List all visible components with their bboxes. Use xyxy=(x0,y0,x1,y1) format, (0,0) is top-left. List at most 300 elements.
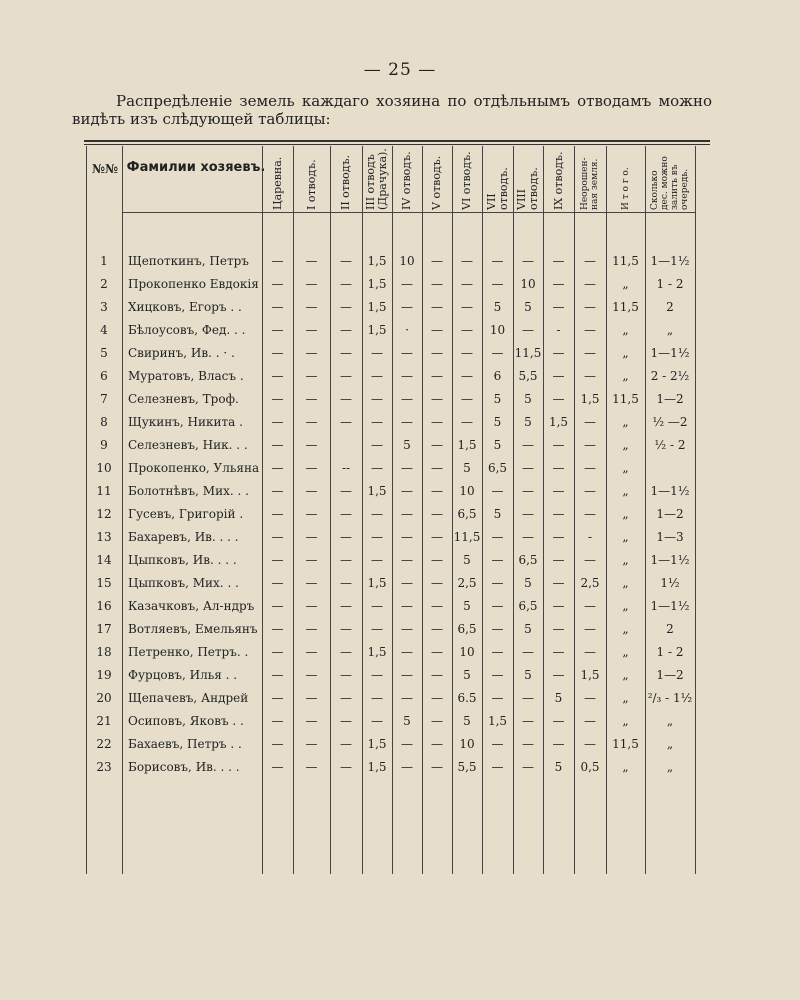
table-cell: — xyxy=(401,461,413,475)
table-row xyxy=(0,250,800,273)
table-cell: — xyxy=(305,691,318,705)
owner-name: Петренко, Петръ. . xyxy=(128,645,249,659)
table-cell: — xyxy=(522,714,534,728)
table-cell: 1,5 xyxy=(367,737,387,751)
table-cell: — xyxy=(305,323,318,337)
table-cell: 5,5 xyxy=(518,369,538,383)
table-cell: — xyxy=(461,415,473,429)
table-cell: — xyxy=(584,599,596,613)
table-cell: — xyxy=(552,300,565,314)
table-top-rule xyxy=(84,140,710,142)
column-header: VII отводъ. xyxy=(484,167,510,210)
owner-name: Муратовъ, Власъ . xyxy=(128,369,244,383)
table-cell: — xyxy=(305,438,318,452)
table-row xyxy=(0,273,800,296)
table-cell: „ xyxy=(622,645,629,659)
table-cell: — xyxy=(271,438,284,452)
table-cell: „ xyxy=(622,438,629,452)
table-cell: 1—1½ xyxy=(650,599,690,613)
table-cell: — xyxy=(271,461,284,475)
table-cell: — xyxy=(552,507,565,521)
table-cell: — xyxy=(552,392,565,406)
table-cell: 10 xyxy=(459,737,475,751)
table-cell: — xyxy=(584,553,596,567)
table-cell: 1,5 xyxy=(457,438,477,452)
row-number: 14 xyxy=(96,553,112,567)
table-cell: — xyxy=(461,277,473,291)
table-cell: — xyxy=(461,254,473,268)
table-cell: 11,5 xyxy=(612,254,639,268)
table-cell: — xyxy=(340,323,352,337)
table-cell: 1—1½ xyxy=(650,254,690,268)
table-row xyxy=(0,526,800,549)
table-cell: — xyxy=(431,369,443,383)
row-number: 9 xyxy=(100,438,108,452)
table-cell: — xyxy=(401,484,413,498)
owner-name: Щукинъ, Никита . xyxy=(128,415,243,429)
table-cell: — xyxy=(584,484,596,498)
table-cell: — xyxy=(552,714,565,728)
row-number: 3 xyxy=(100,300,108,314)
table-cell: — xyxy=(584,714,596,728)
table-cell: — xyxy=(431,438,443,452)
table-cell: — xyxy=(431,760,443,774)
table-cell: — xyxy=(491,484,504,498)
table-cell: — xyxy=(305,461,318,475)
table-row xyxy=(0,434,800,457)
row-number: 8 xyxy=(100,415,108,429)
table-cell: — xyxy=(271,300,284,314)
table-row xyxy=(0,664,800,687)
table-cell: — xyxy=(431,576,443,590)
table-cell: „ xyxy=(666,760,674,774)
table-cell: — xyxy=(431,714,443,728)
table-cell: — xyxy=(305,254,318,268)
table-row xyxy=(0,595,800,618)
table-cell: — xyxy=(271,415,284,429)
table-row xyxy=(0,342,800,365)
table-cell: 5 xyxy=(403,714,411,728)
table-cell xyxy=(330,434,362,457)
table-cell: — xyxy=(271,277,284,291)
table-cell: — xyxy=(371,415,383,429)
table-cell: - xyxy=(556,323,561,337)
table-row xyxy=(0,457,800,480)
table-cell: — xyxy=(401,553,413,567)
table-row xyxy=(0,388,800,411)
row-number: 13 xyxy=(96,530,112,544)
table-row xyxy=(0,572,800,595)
table-cell: — xyxy=(371,599,383,613)
table-cell: 2,5 xyxy=(457,576,477,590)
table-cell: — xyxy=(305,346,318,360)
row-number: 21 xyxy=(96,714,112,728)
table-cell: — xyxy=(522,461,534,475)
owner-name: Прокопенко, Ульяна xyxy=(128,461,260,475)
table-cell: — xyxy=(491,346,504,360)
table-cell: — xyxy=(584,645,596,659)
row-number: 19 xyxy=(96,668,112,682)
table-cell: 6,5 xyxy=(457,622,477,636)
column-header: Царевна. xyxy=(270,156,284,210)
table-cell: — xyxy=(401,760,413,774)
table-cell: 5 xyxy=(524,300,532,314)
table-cell: ²/₃ - 1½ xyxy=(647,691,693,705)
table-row xyxy=(0,756,800,779)
table-cell: — xyxy=(431,346,443,360)
table-cell: — xyxy=(271,507,284,521)
table-cell: 5 xyxy=(524,415,532,429)
table-cell: — xyxy=(401,737,413,751)
owner-name: Болотнѣвъ, Мих. . . xyxy=(128,484,249,498)
table-cell: — xyxy=(271,392,284,406)
owner-name: Селезневъ, Троф. xyxy=(128,392,239,406)
table-cell: — xyxy=(340,392,352,406)
column-header: VI отводъ. xyxy=(460,151,473,210)
table-cell: 1—1½ xyxy=(650,553,690,567)
table-cell: — xyxy=(552,737,565,751)
table-cell: — xyxy=(491,277,504,291)
table-cell: — xyxy=(401,576,413,590)
table-cell: — xyxy=(271,737,284,751)
row-number: 16 xyxy=(96,599,112,613)
owner-name: Свиринъ, Ив. . · . xyxy=(128,346,235,360)
table-cell: — xyxy=(552,599,565,613)
table-cell: — xyxy=(584,415,596,429)
table-cell: — xyxy=(340,484,352,498)
table-cell: — xyxy=(522,254,534,268)
row-number: 2 xyxy=(100,277,108,291)
table-cell: — xyxy=(305,300,318,314)
table-cell: „ xyxy=(622,622,629,636)
table-row xyxy=(0,733,800,756)
table-cell: — xyxy=(371,530,383,544)
table-cell: 5,5 xyxy=(457,760,477,774)
table-cell: — xyxy=(552,369,565,383)
table-cell: — xyxy=(401,346,413,360)
row-number: 5 xyxy=(100,346,108,360)
table-cell: 5 xyxy=(403,438,411,452)
table-cell: „ xyxy=(622,530,629,544)
table-cell: — xyxy=(431,323,443,337)
row-number: 11 xyxy=(96,484,112,498)
owner-name: Бахаревъ, Ив. . . . xyxy=(128,530,239,544)
table-cell: — xyxy=(431,737,443,751)
table-cell: 1—2 xyxy=(656,668,684,682)
table-cell: — xyxy=(371,461,383,475)
table-cell: — xyxy=(271,622,284,636)
table-cell: — xyxy=(522,737,534,751)
table-cell: 6.5 xyxy=(457,691,477,705)
table-cell: — xyxy=(584,346,596,360)
table-cell: — xyxy=(491,668,504,682)
table-cell: — xyxy=(584,438,596,452)
table-cell: „ xyxy=(622,461,629,475)
table-cell: 5 xyxy=(493,507,502,521)
table-cell: 1,5 xyxy=(367,645,387,659)
table-cell: — xyxy=(431,461,443,475)
table-cell: — xyxy=(431,691,443,705)
table-cell: „ xyxy=(622,599,629,613)
table-cell: — xyxy=(340,277,352,291)
table-row xyxy=(0,503,800,526)
table-cell: — xyxy=(305,668,318,682)
table-cell: — xyxy=(552,438,565,452)
table-cell: „ xyxy=(622,277,629,291)
table-cell: — xyxy=(371,438,383,452)
table-cell: 11,5 xyxy=(612,737,639,751)
table-cell: — xyxy=(371,369,383,383)
table-cell: 1,5 xyxy=(580,392,600,406)
table-cell: — xyxy=(305,415,318,429)
owner-name: Казачковъ, Ал-ндръ xyxy=(128,599,255,613)
table-cell: — xyxy=(340,599,352,613)
table-cell: 5 xyxy=(493,392,502,406)
table-cell: — xyxy=(371,392,383,406)
table-cell: — xyxy=(431,530,443,544)
table-cell: — xyxy=(401,530,413,544)
table-cell: — xyxy=(401,369,413,383)
table-cell: ½ - 2 xyxy=(654,438,686,452)
column-header: II отводъ. xyxy=(339,155,352,210)
table-cell: — xyxy=(552,254,565,268)
table-cell: — xyxy=(340,645,352,659)
owner-name: Щепоткинъ, Петръ xyxy=(128,254,249,268)
table-row xyxy=(0,480,800,503)
table-cell: 1,5 xyxy=(367,484,387,498)
table-cell xyxy=(645,457,695,480)
table-cell: — xyxy=(340,576,352,590)
table-cell: — xyxy=(271,668,284,682)
table-cell: — xyxy=(431,277,443,291)
table-cell: — xyxy=(340,507,352,521)
table-cell: 5 xyxy=(463,553,471,567)
table-cell: — xyxy=(340,415,352,429)
table-cell: 1—2 xyxy=(656,392,684,406)
table-cell: — xyxy=(305,530,318,544)
table-cell: 2 xyxy=(666,622,674,636)
column-header: I отводъ. xyxy=(304,159,318,210)
table-cell: 1,5 xyxy=(487,714,508,728)
table-cell: 1,5 xyxy=(367,760,387,774)
column-header: III отводъ (Драчука). xyxy=(364,148,389,210)
table-cell: „ xyxy=(622,714,629,728)
table-cell: — xyxy=(340,668,352,682)
table-cell: — xyxy=(584,277,596,291)
table-cell: — xyxy=(371,691,383,705)
table-cell: 6,5 xyxy=(457,507,477,521)
table-cell: — xyxy=(371,507,383,521)
table-cell: 1 - 2 xyxy=(656,277,684,291)
table-cell: 1—1½ xyxy=(650,346,690,360)
table-cell: — xyxy=(431,553,443,567)
table-cell: — xyxy=(491,622,504,636)
header-separator xyxy=(122,212,695,213)
table-cell: 2 xyxy=(666,300,674,314)
table-cell: — xyxy=(401,691,413,705)
table-cell: 5 xyxy=(493,415,502,429)
table-cell: — xyxy=(431,300,443,314)
owner-name: Бѣлоусовъ, Фед. . . xyxy=(128,323,246,337)
row-number: 20 xyxy=(96,691,112,705)
header-number: №№ xyxy=(91,162,119,176)
table-cell: — xyxy=(271,691,284,705)
table-cell: — xyxy=(271,553,284,567)
table-cell: — xyxy=(305,622,318,636)
table-cell: — xyxy=(584,254,596,268)
table-cell: — xyxy=(461,392,473,406)
table-cell: 5 xyxy=(524,392,532,406)
table-cell: — xyxy=(271,254,284,268)
owner-name: Щепачевъ, Андрей xyxy=(128,691,249,705)
table-cell: — xyxy=(305,277,318,291)
table-cell: — xyxy=(305,714,318,728)
table-cell: 5 xyxy=(463,599,471,613)
table-cell: „ xyxy=(622,553,629,567)
table-cell: — xyxy=(305,576,318,590)
table-cell: — xyxy=(491,553,504,567)
owner-name: Вотляевъ, Емельянъ xyxy=(128,622,258,636)
table-row xyxy=(0,710,800,733)
table-row xyxy=(0,411,800,434)
table-cell: — xyxy=(371,714,383,728)
table-cell: — xyxy=(522,507,534,521)
table-cell: — xyxy=(584,461,596,475)
table-cell: — xyxy=(271,323,284,337)
row-number: 12 xyxy=(96,507,112,521)
table-cell: „ xyxy=(622,691,629,705)
column-header: И т о г о. xyxy=(620,167,631,210)
table-cell: 2 - 2½ xyxy=(650,369,690,383)
table-cell: — xyxy=(584,737,596,751)
table-cell: -- xyxy=(341,461,351,475)
table-cell: — xyxy=(552,668,565,682)
owner-name: Бахаевъ, Петръ . . xyxy=(128,737,242,751)
table-cell: — xyxy=(271,484,284,498)
table-cell: 1,5 xyxy=(367,323,387,337)
row-number: 22 xyxy=(96,737,112,751)
table-cell: — xyxy=(271,346,284,360)
owner-name: Осиповъ, Яковъ . . xyxy=(128,714,244,728)
table-cell: — xyxy=(552,645,565,659)
page-number: — 25 — xyxy=(363,60,437,80)
table-cell: — xyxy=(431,415,443,429)
owner-name: Прокопенко Евдокія xyxy=(128,277,259,291)
table-cell: — xyxy=(401,507,413,521)
table-cell: „ xyxy=(622,668,629,682)
table-cell: 10 xyxy=(459,645,475,659)
table-cell: 1,5 xyxy=(367,300,387,314)
table-cell: — xyxy=(371,553,383,567)
table-cell: — xyxy=(340,737,352,751)
table-cell: 11,5 xyxy=(612,300,639,314)
table-cell: 0,5 xyxy=(580,760,600,774)
table-cell: — xyxy=(305,737,318,751)
table-cell: — xyxy=(431,622,443,636)
table-cell: — xyxy=(340,691,352,705)
table-row xyxy=(0,296,800,319)
table-cell: — xyxy=(371,622,383,636)
table-cell: — xyxy=(522,760,534,774)
table-cell: 5 xyxy=(524,668,532,682)
table-cell: 5 xyxy=(524,576,532,590)
table-cell: „ xyxy=(666,323,674,337)
row-number: 6 xyxy=(100,369,108,383)
table-cell: — xyxy=(371,346,383,360)
owner-name: Гусевъ, Григорій . xyxy=(128,507,244,521)
table-cell: — xyxy=(431,484,443,498)
table-cell: — xyxy=(401,599,413,613)
table-cell: — xyxy=(552,346,565,360)
table-cell: — xyxy=(340,530,352,544)
table-cell: „ xyxy=(622,346,629,360)
table-cell: — xyxy=(271,530,284,544)
table-cell: — xyxy=(491,645,504,659)
table-cell: „ xyxy=(622,415,629,429)
table-cell: 5 xyxy=(554,760,563,774)
table-cell: 10 xyxy=(459,484,475,498)
table-cell: 1,5 xyxy=(580,668,600,682)
table-cell: 1½ xyxy=(660,576,680,590)
table-cell: „ xyxy=(622,760,629,774)
table-cell: „ xyxy=(666,714,674,728)
row-number: 1 xyxy=(100,254,108,268)
table-cell: — xyxy=(461,346,473,360)
table-cell: „ xyxy=(622,484,629,498)
table-cell: — xyxy=(431,668,443,682)
table-cell: 1 - 2 xyxy=(656,645,684,659)
table-cell: — xyxy=(271,576,284,590)
table-row xyxy=(0,618,800,641)
table-cell: — xyxy=(340,300,352,314)
row-number: 7 xyxy=(100,392,108,406)
column-header: IX отводъ. xyxy=(551,151,565,210)
table-cell: — xyxy=(340,760,352,774)
column-header: IV отводъ. xyxy=(400,151,413,210)
table-cell: 1,5 xyxy=(367,254,387,268)
header-owner-names: Фамилии хозяевъ. xyxy=(126,160,266,175)
table-cell: — xyxy=(431,254,443,268)
table-cell: 1—3 xyxy=(656,530,684,544)
table-cell: „ xyxy=(622,507,629,521)
table-top-rule-thin xyxy=(84,144,710,145)
table-cell: 11,5 xyxy=(612,392,639,406)
table-cell: — xyxy=(491,254,504,268)
table-cell: — xyxy=(584,369,596,383)
table-cell: 5 xyxy=(463,714,471,728)
table-cell: — xyxy=(401,300,413,314)
column-header: Неорошен- ная земля. xyxy=(580,157,600,210)
table-cell: — xyxy=(461,369,473,383)
table-cell: 6 xyxy=(493,369,502,383)
table-cell: — xyxy=(401,415,413,429)
table-cell: — xyxy=(431,507,443,521)
table-cell: „ xyxy=(622,576,629,590)
table-cell: — xyxy=(305,645,318,659)
table-cell: 10 xyxy=(520,277,536,291)
table-cell: — xyxy=(491,576,504,590)
owner-name: Хицковъ, Егоръ . . xyxy=(128,300,242,314)
row-number: 10 xyxy=(96,461,112,475)
table-cell: — xyxy=(584,691,596,705)
table-cell: — xyxy=(340,346,352,360)
table-cell: — xyxy=(431,645,443,659)
table-cell: 5 xyxy=(524,622,532,636)
table-cell: — xyxy=(340,622,352,636)
table-cell: — xyxy=(431,599,443,613)
table-cell: — xyxy=(305,507,318,521)
table-cell: — xyxy=(461,323,473,337)
